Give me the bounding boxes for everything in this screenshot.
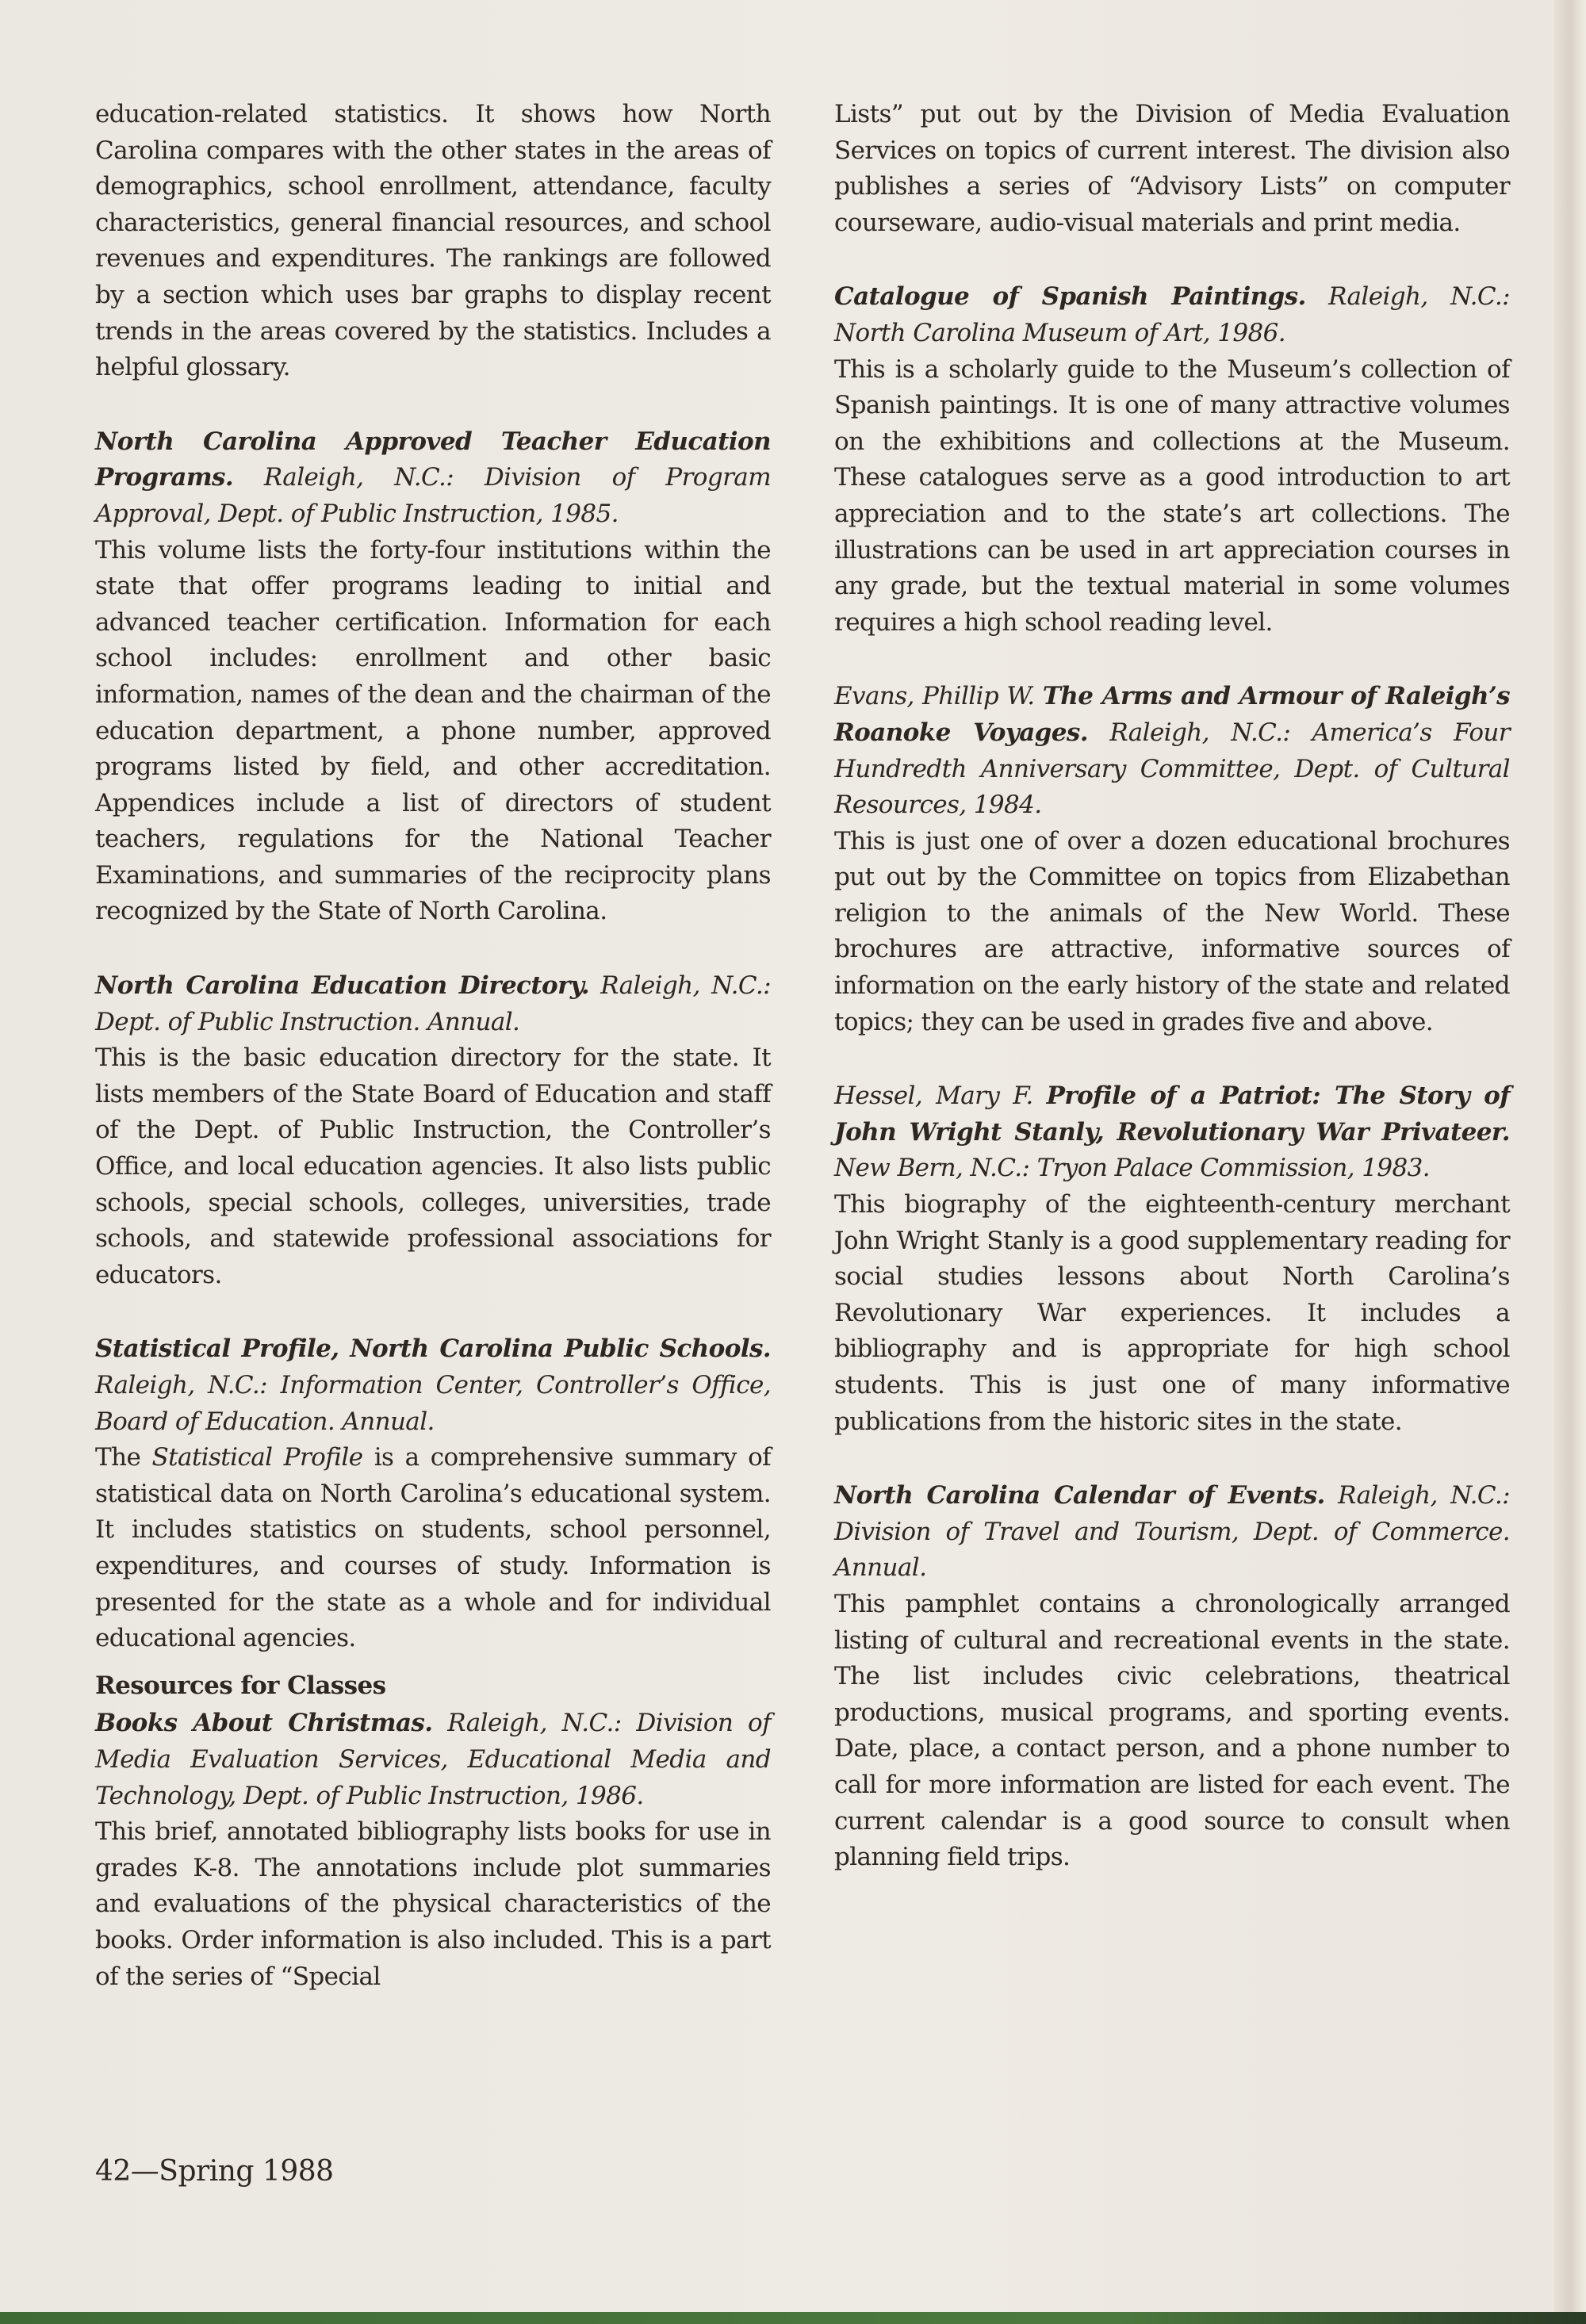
bibliography-entry (95, 424, 771, 930)
background-strip (0, 2312, 1586, 2324)
bibliography-entry (95, 1706, 771, 1995)
entry-title: North Carolina Education Directory. (95, 971, 589, 1001)
citation (95, 424, 771, 533)
entry-publication: Raleigh, N.C.: Division of Program Approval, Dept. of Public Instruction, 1985. (95, 463, 771, 528)
section-heading: Resources for Classes (95, 1671, 386, 1700)
entry-author: Hessel, Mary F. (834, 1082, 1033, 1111)
bibliography-entry (834, 1478, 1510, 1876)
entry-description: This pamphlet contains a chronologically arranged listing of cultural and recreational events in the state. The list includes civic celebrations, theatrical productions, musical programs, and sporting events. Date, place, a contact person, and a phone number to call for more information are listed for each event. The current calendar is a good source to consult when planning field trips. (834, 1589, 1510, 1872)
citation (95, 1706, 771, 1814)
entry-description: The Statistical Profile is a comprehensive summary of statistical data on North Carolina’s educational system. It includes statistics on students, school personnel, expenditures, and courses of study. Information is presented for the state as a whole and for individual educational agencies. (95, 1443, 772, 1653)
entry-publication: Raleigh, N.C.: Dept. of Public Instruction. Annual. (95, 971, 771, 1036)
entry-title: Catalogue of Spanish Paintings. (834, 282, 1306, 312)
entry-title: North Carolina Calendar of Events. (834, 1481, 1325, 1510)
bibliography-entry (834, 1078, 1510, 1440)
entry-author: Evans, Phillip W. (834, 682, 1035, 711)
citation (834, 1478, 1510, 1587)
entry-description: This is the basic education directory for the state. It lists members of the State Board of Education and staff of the Dept. of Public Instruction, the Controller’s Office, and local education agencies. It also lists public schools, special schools, colleges, universities, trade schools, and statewide professional associations for educators. (95, 1043, 771, 1289)
citation (95, 968, 771, 1040)
entry-description: This volume lists the forty-four institutions within the state that offer programs leading to initial and advanced teacher certification. Information for each school includes: enrollment and other basic information, names of the dean and the chairman of the education department, a phone number, approved programs listed by field, and other accreditation. Appendices include a list of directors of student teachers, regulations for the National Teacher Examinations, and summaries of the reciprocity plans recognized by the State of North Carolina. (95, 535, 771, 926)
entry-publication: New Bern, N.C.: Tryon Palace Commission, 1983. (834, 1154, 1430, 1183)
entry-publication: Raleigh, N.C.: Division of Media Evaluation Services, Educational Media and Technology, Dept. of Public Instruction, 1986. (95, 1709, 771, 1810)
entry-description: This biography of the eighteenth-century merchant John Wright Stanly is a good supplementary reading for social studies lessons about North Carolina’s Revolutionary War experiences. It includes a bibliography and is appropriate for high school students. This is just one of many informative publications from the historic sites in the state. (834, 1190, 1510, 1436)
entry-publication: Raleigh, N.C.: North Carolina Museum of Art, 1986. (834, 282, 1510, 347)
citation (95, 1331, 771, 1440)
entry-description: This is a scholarly guide to the Museum’s collection of Spanish paintings. It is one of many attractive volumes on the exhibitions and collections at the Museum. These catalogues serve as a good introduction to art appreciation and to the state’s art collections. The illustrations can be used in art appreciation courses in any grade, but the textual material in some volumes requires a high school reading level. (834, 354, 1510, 637)
citation (834, 279, 1510, 351)
left-column (95, 97, 771, 2033)
entry-title: Profile of a Patriot: The Story of John Wright Stanly, Revolutionary War Privateer. (834, 1082, 1510, 1147)
citation (834, 1078, 1510, 1187)
citation (834, 679, 1510, 823)
bibliography-entry (95, 968, 771, 1293)
bibliography-entry (834, 279, 1510, 641)
entry-description: This brief, annotated bibliography lists books for use in grades K-8. The annotations include plot summaries and evaluations of the physical characteristics of the books. Order information is also included. This is a part of the series of “Special (95, 1817, 771, 1991)
bibliography-entry (95, 1331, 771, 1656)
entry-title: The Arms and Armour of Raleigh’s Roanoke Voyages. (834, 682, 1510, 747)
bibliography-entry (834, 679, 1510, 1040)
continued-paragraph: Lists” put out by the Division of Media Evaluation Services on topics of current interest. The division also publishes a series of “Advisory Lists” on computer courseware, audio-visual materials and print media. (834, 100, 1510, 237)
entry-description: This is just one of over a dozen educational brochures put out by the Committee on topics from Elizabethan religion to the animals of the New World. These brochures are attractive, informative sources of information on the early history of the state and related topics; they can be used in grades five and above. (834, 826, 1510, 1036)
right-column (834, 97, 1510, 1914)
entry-title: North Carolina Approved Teacher Education Programs. (95, 427, 771, 492)
entry-publication: Raleigh, N.C.: Division of Travel and Tourism, Dept. of Commerce. Annual. (834, 1481, 1510, 1583)
entry-publication: Raleigh, N.C.: America’s Four Hundredth Anniversary Committee, Dept. of Cultural Resources, 1984. (834, 718, 1510, 820)
continued-paragraph: education-related statistics. It shows how North Carolina compares with the other states in the areas of demographics, school enrollment, attendance, faculty characteristics, general financial resources, and school revenues and expenditures. The rankings are followed by a section which uses bar graphs to display recent trends in the areas covered by the statistics. Includes a helpful glossary. (95, 100, 771, 382)
page-folio: 42—Spring 1988 (95, 2155, 334, 2188)
page-edge-shadow (1554, 0, 1586, 2312)
entry-publication: Raleigh, N.C.: Information Center, Controller’s Office, Board of Education. Annual. (95, 1371, 771, 1436)
entry-title: Books About Christmas. (95, 1709, 433, 1738)
italic-title-reference: Statistical Profile (151, 1443, 363, 1472)
entry-title: Statistical Profile, North Carolina Public Schools. (95, 1334, 771, 1364)
